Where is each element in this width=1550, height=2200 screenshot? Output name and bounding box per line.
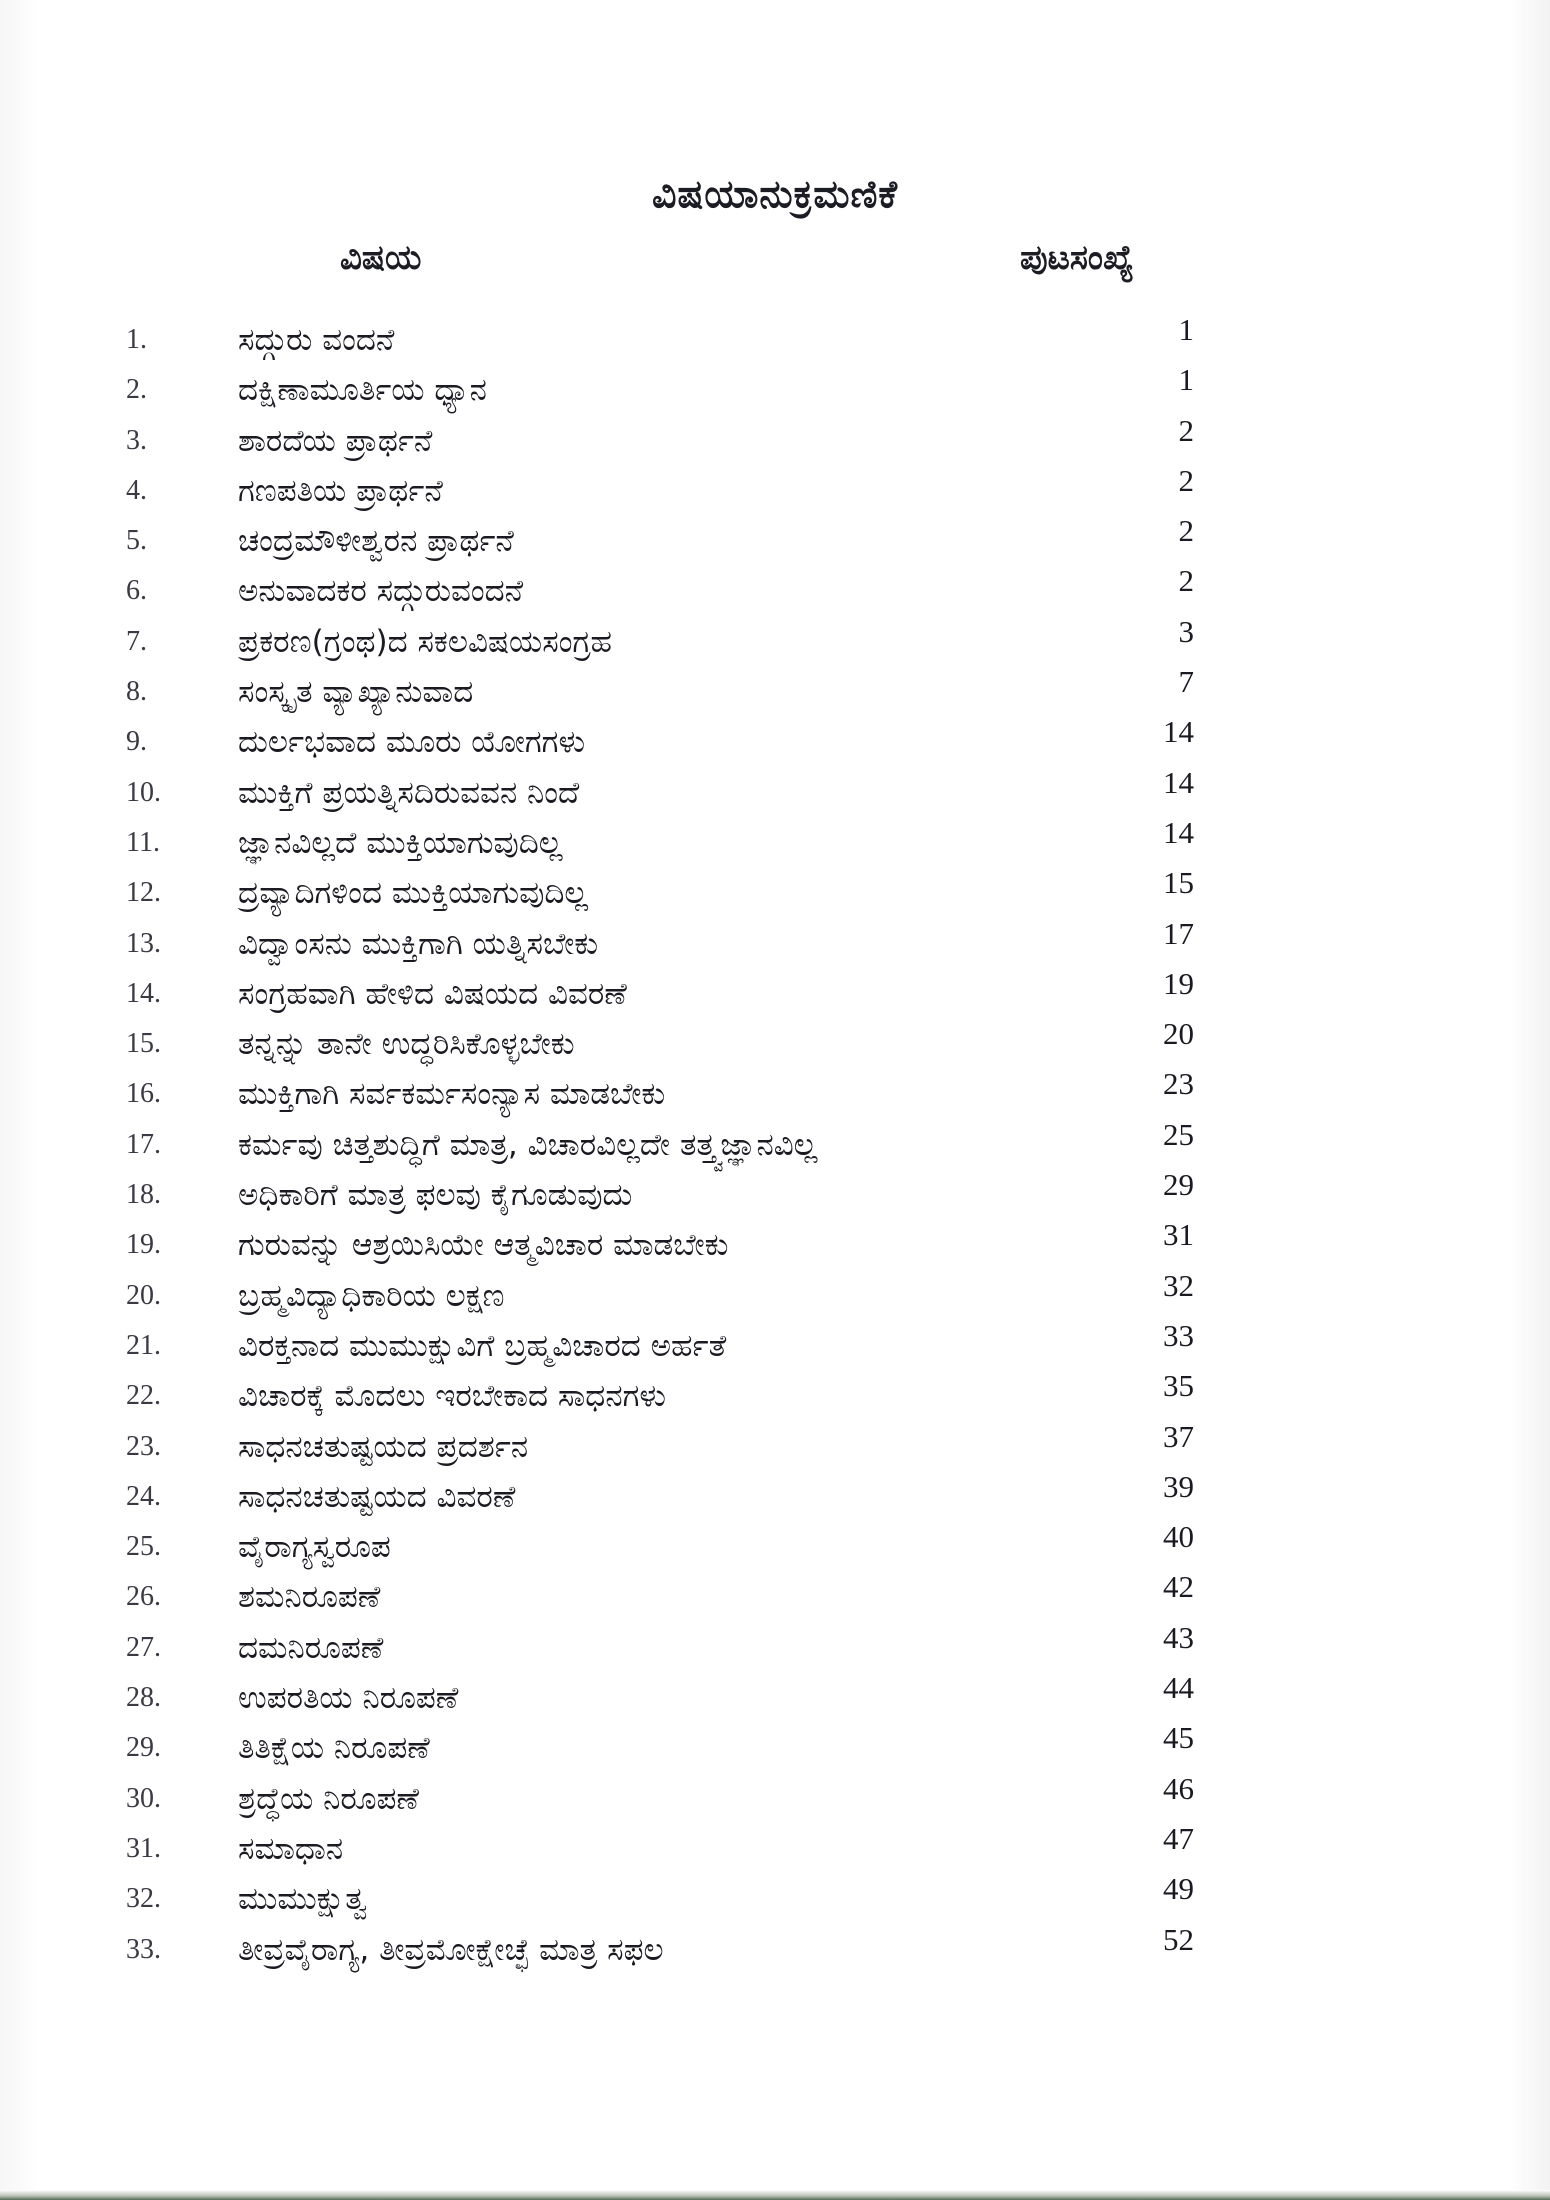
toc-entry — [0, 1419, 1550, 1469]
toc-entry-subject: ಸದ್ಗುರು ವಂದನೆ — [238, 322, 395, 358]
toc-entry-number: 1. — [126, 324, 147, 355]
toc-entry — [0, 916, 1550, 966]
toc-entry — [0, 463, 1550, 513]
toc-entry-number: 25. — [126, 1531, 161, 1563]
toc-entry-number: 7. — [126, 625, 147, 657]
toc-entry-subject: ಸಾಧನಚತುಷ್ಟಯದ ಪ್ರದರ್ಶನ — [238, 1428, 529, 1465]
toc-entry-subject: ವಿಚಾರಕ್ಕೆ ಮೊದಲು ಇರಬೇಕಾದ ಸಾಧನಗಳು — [238, 1378, 667, 1415]
toc-entry-subject: ಸಮಾಧಾನ — [238, 1830, 344, 1867]
toc-entry-page-number: 37 — [1163, 1418, 1194, 1454]
toc-entry-number: 31. — [126, 1832, 161, 1864]
toc-entry — [0, 1066, 1550, 1116]
toc-entry-number: 15. — [126, 1028, 161, 1060]
table-of-contents — [0, 312, 1550, 1972]
toc-entry-subject: ತನ್ನನ್ನು ತಾನೇ ಉದ್ಧರಿಸಿಕೊಳ್ಳಬೇಕು — [238, 1026, 575, 1063]
toc-entry-page-number: 40 — [1163, 1519, 1194, 1555]
toc-entry-number: 33. — [126, 1933, 161, 1965]
toc-entry-subject: ಪ್ರಕರಣ(ಗ್ರಂಥ)ದ ಸಕಲವಿಷಯಸಂಗ್ರಹ — [238, 623, 612, 660]
toc-entry-number: 26. — [126, 1581, 161, 1613]
toc-entry — [0, 413, 1550, 463]
toc-entry — [0, 815, 1550, 865]
toc-entry-page-number: 1 — [1178, 362, 1194, 398]
toc-entry-subject: ಸಾಧನಚತುಷ್ಟಯದ ವಿವರಣೆ — [238, 1478, 516, 1515]
toc-entry-subject: ವಿದ್ವಾಂಸನು ಮುಕ್ತಿಗಾಗಿ ಯತ್ನಿಸಬೇಕು — [238, 925, 599, 962]
toc-entry-subject: ಗುರುವನ್ನು ಆಶ್ರಯಿಸಿಯೇ ಆತ್ಮವಿಚಾರ ಮಾಡಬೇಕು — [238, 1227, 729, 1264]
toc-entry-number: 29. — [126, 1732, 161, 1764]
toc-entry-page-number: 45 — [1163, 1720, 1194, 1756]
toc-entry-subject: ಉಪರತಿಯ ನಿರೂಪಣೆ — [238, 1680, 459, 1717]
toc-entry-page-number: 2 — [1178, 462, 1194, 498]
toc-entry-subject: ದ್ರವ್ಯಾದಿಗಳಿಂದ ಮುಕ್ತಿಯಾಗುವುದಿಲ್ಲ — [238, 875, 589, 912]
toc-entry — [0, 362, 1550, 412]
toc-entry — [0, 1771, 1550, 1821]
toc-entry-subject: ದುರ್ಲಭವಾದ ಮೂರು ಯೋಗಗಳು — [238, 724, 586, 761]
toc-entry-page-number: 25 — [1163, 1116, 1194, 1152]
toc-entry — [0, 1620, 1550, 1670]
toc-entry — [0, 1569, 1550, 1619]
toc-entry-page-number: 3 — [1178, 613, 1194, 649]
toc-entry — [0, 563, 1550, 613]
toc-entry-number: 20. — [126, 1279, 161, 1311]
toc-entry — [0, 664, 1550, 714]
toc-entry — [0, 1469, 1550, 1519]
toc-entry — [0, 1821, 1550, 1871]
toc-entry — [0, 1922, 1550, 1972]
toc-entry — [0, 765, 1550, 815]
toc-entry-page-number: 23 — [1163, 1066, 1194, 1102]
toc-entry-number: 32. — [126, 1883, 161, 1915]
toc-entry-subject: ಶಾರದೆಯ ಪ್ರಾರ್ಥನೆ — [238, 422, 433, 459]
toc-entry-page-number: 2 — [1178, 563, 1194, 599]
toc-entry-number: 30. — [126, 1782, 161, 1814]
toc-entry-number: 22. — [126, 1380, 161, 1412]
toc-entry-page-number: 35 — [1163, 1368, 1194, 1404]
toc-entry-number: 28. — [126, 1682, 161, 1714]
toc-entry — [0, 1167, 1550, 1217]
toc-entry-number: 6. — [126, 575, 147, 607]
toc-entry-number: 8. — [126, 676, 147, 708]
toc-entry — [0, 865, 1550, 915]
toc-entry-page-number: 44 — [1163, 1670, 1194, 1706]
toc-entry-number: 23. — [126, 1430, 161, 1462]
toc-entry-number: 12. — [126, 877, 161, 909]
toc-entry-number: 17. — [126, 1128, 161, 1160]
toc-entry-subject: ಶ್ರದ್ಧೆಯ ನಿರೂಪಣೆ — [238, 1780, 419, 1817]
toc-entry-subject: ಅನುವಾದಕರ ಸದ್ಗುರುವಂದನೆ — [238, 573, 524, 610]
toc-entry-number: 27. — [126, 1631, 161, 1663]
toc-entry-subject: ವಿರಕ್ತನಾದ ಮುಮುಕ್ಷುವಿಗೆ ಬ್ರಹ್ಮವಿಚಾರದ ಅರ್ಹತೆ — [238, 1327, 727, 1364]
toc-entry-subject: ಶಮನಿರೂಪಣೆ — [238, 1579, 381, 1616]
toc-entry — [0, 1720, 1550, 1770]
toc-entry — [0, 1368, 1550, 1418]
toc-entry-page-number: 29 — [1163, 1167, 1194, 1203]
toc-entry-number: 21. — [126, 1329, 161, 1361]
toc-entry-subject: ಅಧಿಕಾರಿಗೆ ಮಾತ್ರ ಫಲವು ಕೈಗೂಡುವುದು — [238, 1177, 633, 1214]
toc-entry-number: 14. — [126, 977, 161, 1009]
toc-entry-page-number: 31 — [1163, 1217, 1194, 1253]
toc-entry-subject: ದಕ್ಷಿಣಾಮೂರ್ತಿಯ ಧ್ಯಾನ — [238, 372, 487, 409]
toc-entry-page-number: 20 — [1163, 1016, 1194, 1052]
toc-entry — [0, 513, 1550, 563]
toc-entry-subject: ವೈರಾಗ್ಯಸ್ವರೂಪ — [238, 1529, 391, 1566]
toc-entry — [0, 1268, 1550, 1318]
toc-entry-number: 24. — [126, 1480, 161, 1512]
toc-entry-page-number: 47 — [1163, 1820, 1194, 1856]
toc-entry-subject: ಸಂಸ್ಕೃತ ವ್ಯಾಖ್ಯಾನುವಾದ — [238, 674, 474, 711]
toc-entry-number: 19. — [126, 1229, 161, 1261]
toc-entry — [0, 1670, 1550, 1720]
toc-entry-subject: ತಿತಿಕ್ಷೆಯ ನಿರೂಪಣೆ — [238, 1730, 430, 1767]
toc-entry-page-number: 32 — [1163, 1267, 1194, 1303]
toc-entry-subject: ಮುಕ್ತಿಗೆ ಪ್ರಯತ್ನಿಸದಿರುವವನ ನಿಂದೆ — [238, 774, 580, 811]
toc-entry-number: 10. — [126, 776, 161, 808]
toc-entry-page-number: 14 — [1163, 814, 1194, 850]
toc-entry-page-number: 17 — [1163, 915, 1194, 951]
column-header-subject: ವಿಷಯ — [340, 238, 422, 278]
toc-entry-page-number: 2 — [1178, 513, 1194, 549]
toc-entry-number: 11. — [126, 826, 160, 858]
toc-entry-subject: ಗಣಪತಿಯ ಪ್ರಾರ್ಥನೆ — [238, 472, 443, 509]
toc-entry-page-number: 19 — [1163, 965, 1194, 1001]
toc-entry-page-number: 14 — [1163, 764, 1194, 800]
toc-entry — [0, 1519, 1550, 1569]
toc-entry-subject: ತೀವ್ರವೈರಾಗ್ಯ, ತೀವ್ರಮೋಕ್ಷೇಚ್ಛೆ ಮಾತ್ರ ಸಫಲ — [238, 1931, 664, 1968]
toc-entry — [0, 1117, 1550, 1167]
toc-entry-subject: ಚಂದ್ರಮೌಳೀಶ್ವರನ ಪ್ರಾರ್ಥನೆ — [238, 523, 514, 560]
toc-entry-page-number: 33 — [1163, 1317, 1194, 1353]
toc-entry-page-number: 46 — [1163, 1770, 1194, 1806]
toc-entry-subject: ಮುಮುಕ್ಷುತ್ವ — [238, 1881, 368, 1918]
toc-entry-page-number: 1 — [1178, 312, 1194, 347]
toc-entry-number: 18. — [126, 1179, 161, 1211]
toc-entry-page-number: 49 — [1163, 1871, 1194, 1907]
column-header-page-number: ಪುಟಸಂಖ್ಯೆ — [1020, 238, 1134, 278]
toc-entry — [0, 714, 1550, 764]
toc-entry-number: 3. — [126, 424, 147, 456]
toc-entry — [0, 312, 1550, 362]
toc-entry-page-number: 14 — [1163, 714, 1194, 750]
toc-entry — [0, 966, 1550, 1016]
toc-entry-number: 9. — [126, 726, 147, 758]
toc-entry-page-number: 39 — [1163, 1468, 1194, 1504]
toc-entry-number: 2. — [126, 374, 147, 406]
toc-entry — [0, 1217, 1550, 1267]
toc-entry-page-number: 2 — [1178, 412, 1194, 448]
toc-entry — [0, 614, 1550, 664]
toc-entry-page-number: 7 — [1178, 664, 1194, 700]
toc-entry-page-number: 43 — [1163, 1619, 1194, 1655]
toc-entry-number: 4. — [126, 474, 147, 506]
toc-entry-number: 5. — [126, 525, 147, 557]
toc-entry-subject: ಮುಕ್ತಿಗಾಗಿ ಸರ್ವಕರ್ಮಸಂನ್ಯಾಸ ಮಾಡಬೇಕು — [238, 1076, 666, 1113]
page-title: ವಿಷಯಾನುಕ್ರಮಣಿಕೆ — [651, 172, 899, 216]
toc-entry — [0, 1016, 1550, 1066]
toc-entry-number: 13. — [126, 927, 161, 959]
toc-entry-subject: ಜ್ಞಾನವಿಲ್ಲದೆ ಮುಕ್ತಿಯಾಗುವುದಿಲ್ಲ — [238, 824, 563, 861]
toc-entry-subject: ದಮನಿರೂಪಣೆ — [238, 1629, 384, 1666]
toc-entry — [0, 1318, 1550, 1368]
toc-entry-subject: ಕರ್ಮವು ಚಿತ್ತಶುದ್ಧಿಗೆ ಮಾತ್ರ, ವಿಚಾರವಿಲ್ಲದೇ ತತ್ತ್ವಜ್ಞಾನವಿಲ್ಲ — [238, 1126, 818, 1163]
page-bottom-edge — [0, 2190, 1550, 2200]
toc-entry-page-number: 42 — [1163, 1569, 1194, 1605]
toc-entry-subject: ಸಂಗ್ರಹವಾಗಿ ಹೇಳಿದ ವಿಷಯದ ವಿವರಣೆ — [238, 975, 627, 1012]
toc-entry-page-number: 15 — [1163, 865, 1194, 901]
toc-entry-subject: ಬ್ರಹ್ಮವಿದ್ಯಾಧಿಕಾರಿಯ ಲಕ್ಷಣ — [238, 1277, 505, 1314]
toc-entry-number: 16. — [126, 1078, 161, 1110]
toc-entry-page-number: 52 — [1163, 1921, 1194, 1957]
toc-entry — [0, 1871, 1550, 1921]
